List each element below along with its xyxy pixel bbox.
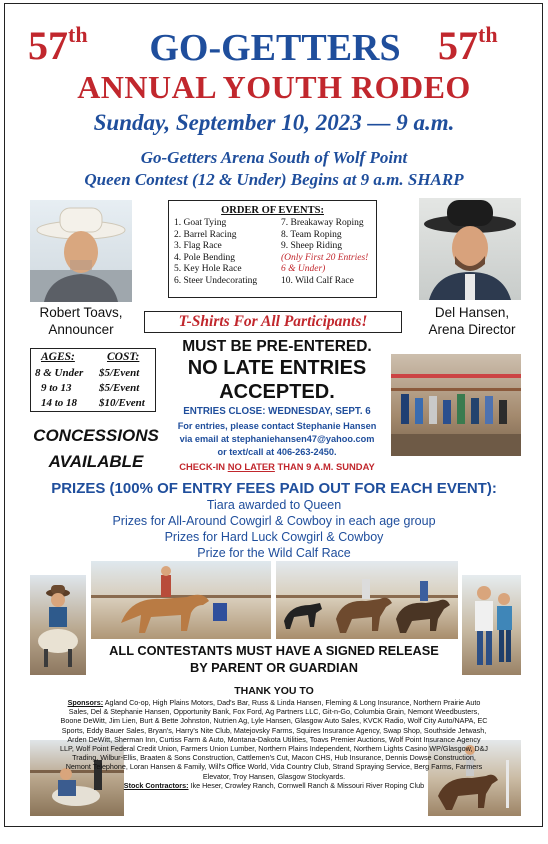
announcer-photo <box>30 200 132 302</box>
release-line2: BY PARENT OR GUARDIAN <box>189 660 359 675</box>
prize-line: Prize for the Wild Calf Race <box>197 546 351 560</box>
event-item: 6. Steer Undecorating <box>174 275 258 286</box>
team-roping-photo <box>276 561 458 639</box>
contact-line: For entries, please contact Stephanie Hansen <box>177 421 377 431</box>
age-row: 14 to 18 <box>41 397 78 409</box>
event-item: 2. Barrel Racing <box>174 229 237 240</box>
prize-line: Prizes for Hard Luck Cowgirl & Cowboy <box>164 530 384 544</box>
event-item: 1. Goat Tying <box>174 218 227 228</box>
child-on-sheep-photo <box>30 575 86 675</box>
event-item: 7. Breakaway Roping <box>281 218 364 228</box>
checkin-notice: CHECK-IN NO LATER THAN 9 A.M. SUNDAY <box>179 461 375 472</box>
cost-row: $10/Event <box>99 397 145 409</box>
tshirts-banner: T-Shirts For All Participants! <box>144 311 402 333</box>
prize-line: Prizes for All-Around Cowgirl & Cowboy in each age group <box>112 514 436 528</box>
event-note: (Only First 20 Entries! <box>281 252 369 263</box>
no-late-entries-notice: NO LATE ENTRIES <box>187 357 367 379</box>
anniversary-number-right: 57th <box>438 22 498 68</box>
contact-email: via email at stephaniehansen47@yahoo.com <box>179 434 375 444</box>
age-row: 8 & Under <box>35 367 84 379</box>
accepted-notice: ACCEPTED. <box>219 381 335 403</box>
thank-you-heading: THANK YOU TO <box>234 685 314 697</box>
order-of-events-box <box>168 200 377 298</box>
arena-director-photo <box>419 198 521 300</box>
barrel-racing-photo <box>91 561 271 639</box>
event-note: 6 & Under) <box>281 264 326 275</box>
release-line1: ALL CONTESTANTS MUST HAVE A SIGNED RELEASE <box>109 643 439 658</box>
concessions-line2: AVAILABLE <box>48 452 144 471</box>
announcer-role: Announcer <box>48 322 114 337</box>
event-item: 4. Pole Bending <box>174 252 235 263</box>
event-item: 3. Flag Race <box>174 241 222 252</box>
event-item: 10. Wild Calf Race <box>281 275 354 286</box>
event-title: GO-GETTERS <box>149 27 401 69</box>
cost-row: $5/Event <box>99 382 140 394</box>
cost-heading: COST: <box>107 351 140 363</box>
events-column-2 <box>281 218 368 288</box>
event-item: 8. Team Roping <box>281 229 342 240</box>
event-item: 9. Sheep Riding <box>281 241 342 252</box>
arena-director-name: Del Hansen, <box>434 305 510 320</box>
concessions-line1: CONCESSIONS <box>33 426 159 445</box>
queen-contest-note: Queen Contest (12 & Under) Begins at 9 a.m. SHARP <box>84 170 464 189</box>
anniversary-number-left: 57th <box>28 22 88 68</box>
event-date: Sunday, September 10, 2023 — 9 a.m. <box>93 110 455 135</box>
arena-director-role: Arena Director <box>428 322 516 337</box>
ages-heading: AGES: <box>41 351 75 363</box>
sponsors-list: Sponsors: Agland Co-op, High Plains Motors, Dad's Bar, Russ & Linda Hansen, Fleming & Long Insurance, Northern Prairie Auto Sales, Del & Stephanie Hansen, Opportunity Bank, Fox Ford, Ag Partners LLC, Git-n-Go, Columbia Grain, Nemont Weedbusters, Boone DeWitt, Jim Lien, Burt & Bette Johnston, Nutrien Ag, Lyle Hansen, Glasgow Auto Sales, KVCK Radio, Wolf City Auto/NAPA, EC Sports, Eddy Bauer Sales, Bryan's, Harry's Nite Club, Matejovsky Farms, Squires Insurance Agency, Swap Shop, Southside Jetwash, Arden DeWitt, Sherman Inn, Curtiss Farm & Auto, Montana-Dakota Utilities, Toavs Premier Auctions, Wolf Point Insurance Agency LLP, Wolf Point Federal Credit Union, Farmers Union Lumber, Northern Plains Independent, Northern Lights Casino WP/Glasgow, D&J Trading, Wilbur-Ellis, Braaten & Sons Construction, Cattlemen's Cut, Macon CHS, Hub Insurance, Dennis Dowse Construction, Nemont Telephone, Loran Hansen & Family, Will's Office World, Vida Country Club, Strand Spraying Service, Berg Farms, Farmers Elevator, Troy Hansen, Glasgow Stockyards. Stock Contractors: Ike Heser, Crowley Ranch, Cornwell Ranch & Missouri River Roping Club <box>60 698 488 790</box>
pre-entered-notice: MUST BE PRE-ENTERED. <box>182 338 372 355</box>
prizes-heading: PRIZES (100% OF ENTRY FEES PAID OUT FOR EACH EVENT): <box>51 480 497 497</box>
prize-line: Tiara awarded to Queen <box>206 498 342 512</box>
age-row: 9 to 13 <box>41 382 72 394</box>
event-location: Go-Getters Arena South of Wolf Point <box>140 148 408 167</box>
event-subtitle: ANNUAL YOUTH RODEO <box>77 69 471 105</box>
ages-cost-box <box>30 348 156 412</box>
order-of-events-heading: ORDER OF EVENTS: <box>221 205 324 216</box>
entries-close-date: ENTRIES CLOSE: WEDNESDAY, SEPT. 6 <box>183 406 371 417</box>
cost-row: $5/Event <box>99 367 140 379</box>
cowgirl-photo <box>462 575 521 675</box>
event-item: 5. Key Hole Race <box>174 264 242 275</box>
contact-phone: or text/call at 406-263-2450. <box>217 447 337 457</box>
events-column-1 <box>174 218 257 288</box>
arena-crowd-photo <box>391 354 521 456</box>
announcer-name: Robert Toavs, <box>39 305 123 320</box>
